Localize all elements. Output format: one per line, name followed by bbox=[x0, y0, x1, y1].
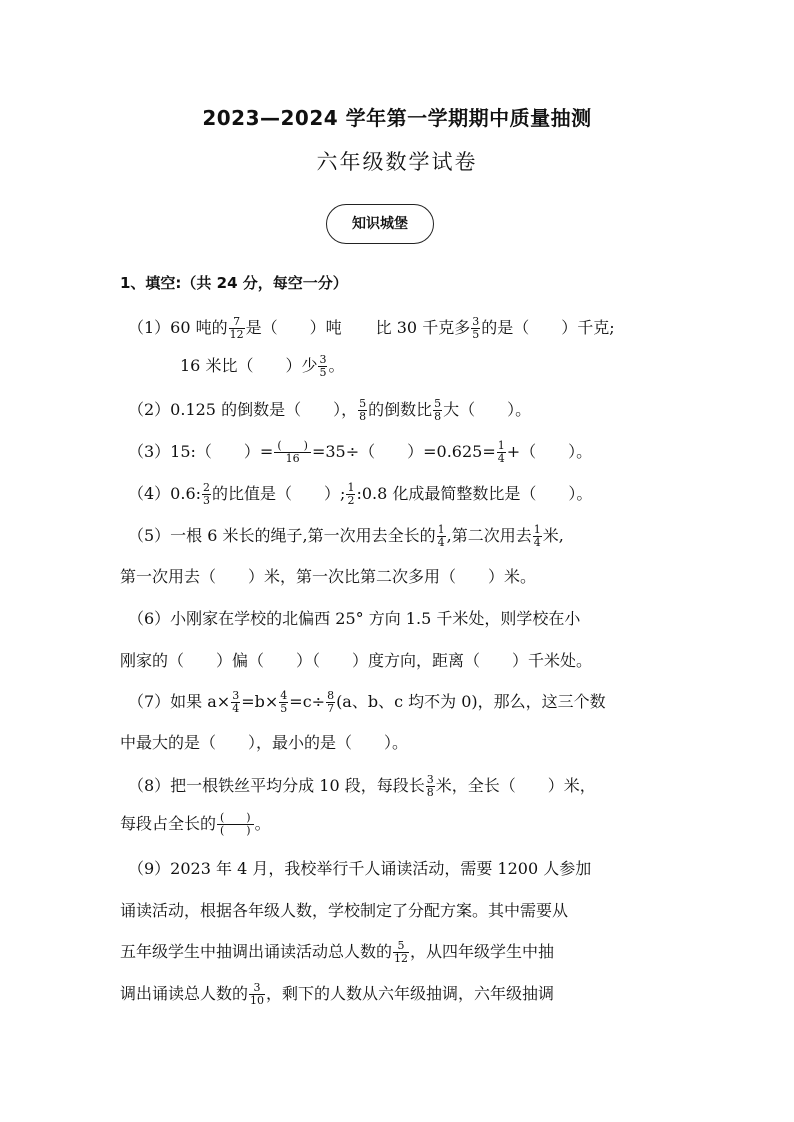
q2-f1-denominator: 8 bbox=[359, 410, 367, 423]
q7-f2-numerator: 4 bbox=[280, 689, 288, 702]
q2-fraction-1 bbox=[358, 398, 367, 423]
q1-text-a: （1）60 吨的 bbox=[128, 318, 228, 337]
q7-f1-numerator: 3 bbox=[232, 689, 240, 702]
q4-fraction-1 bbox=[202, 482, 211, 507]
question-5-line-1 bbox=[128, 524, 564, 549]
q7-fraction-1 bbox=[231, 690, 240, 715]
q7-f3-denominator: 7 bbox=[327, 702, 335, 715]
q3-text-c: +（ ）。 bbox=[506, 442, 593, 461]
q7-f3-numerator: 8 bbox=[327, 689, 335, 702]
question-7-line-2: 中最大的是（ ），最小的是（ ）。 bbox=[120, 733, 409, 752]
q1-text-e: 16 米比（ ）少 bbox=[180, 356, 318, 375]
question-9-line-3 bbox=[120, 940, 554, 965]
q9-text-b: ，从四年级学生中抽 bbox=[410, 942, 555, 961]
q4-f1-denominator: 3 bbox=[203, 494, 211, 507]
q1-f2-denominator: 5 bbox=[472, 328, 480, 341]
q4-fraction-2 bbox=[346, 482, 355, 507]
q9-fraction-2 bbox=[249, 982, 265, 1007]
q3-f1-denominator: 16 bbox=[285, 452, 300, 465]
q2-fraction-2 bbox=[433, 398, 442, 423]
question-2 bbox=[128, 398, 531, 423]
question-4 bbox=[128, 482, 592, 507]
q1-text-g: 。 bbox=[328, 356, 345, 375]
q1-f3-numerator: 3 bbox=[319, 353, 327, 366]
q5-f1-numerator: 1 bbox=[437, 523, 445, 536]
q9-text-d: ，剩下的人数从六年级抽调，六年级抽调 bbox=[266, 984, 555, 1003]
question-3 bbox=[128, 440, 592, 465]
q4-text-a: （4）0.6: bbox=[128, 484, 202, 503]
q2-text-c: 大（ ）。 bbox=[443, 400, 532, 419]
question-8-line-2 bbox=[120, 812, 271, 837]
q5-f1-denominator: 4 bbox=[437, 536, 445, 549]
q3-text-a: （3）15:（ ）= bbox=[128, 442, 274, 461]
q8-f2-numerator: ( ) bbox=[217, 812, 254, 825]
question-6-line-2: 刚家的（ ）偏（ ）（ ）度方向，距离（ ）千米处。 bbox=[120, 651, 593, 670]
question-6-line-1: （6）小刚家在学校的北偏西 25° 方向 1.5 千米处，则学校在小 bbox=[128, 609, 581, 628]
q3-f1-numerator: ( ) bbox=[274, 440, 311, 453]
q9-f2-denominator: 10 bbox=[250, 994, 265, 1007]
question-7-line-1 bbox=[128, 690, 606, 715]
question-9-line-4 bbox=[120, 982, 554, 1007]
q3-f2-numerator: 1 bbox=[497, 439, 505, 452]
q4-f2-denominator: 2 bbox=[347, 494, 355, 507]
q2-f1-numerator: 5 bbox=[359, 397, 367, 410]
q7-f2-denominator: 5 bbox=[280, 702, 288, 715]
q1-f1-numerator: 7 bbox=[229, 316, 245, 329]
q5-text-b: ,第二次用去 bbox=[446, 526, 532, 545]
q7-text-c: =c÷ bbox=[289, 692, 326, 711]
q4-text-c: :0.8 化成最简整数比是（ ）。 bbox=[356, 484, 593, 503]
q5-f2-denominator: 4 bbox=[533, 536, 541, 549]
q5-fraction-2 bbox=[533, 524, 542, 549]
q9-text-a: 五年级学生中抽调出诵读活动总人数的 bbox=[120, 942, 393, 961]
q2-text-b: 的倒数比 bbox=[368, 400, 433, 419]
q1-fraction-1 bbox=[229, 316, 245, 341]
q5-f2-numerator: 1 bbox=[533, 523, 541, 536]
section-badge: 知识城堡 bbox=[326, 204, 434, 244]
q4-text-b: 的比值是（ ）; bbox=[212, 484, 346, 503]
q5-fraction-1 bbox=[437, 524, 446, 549]
q8-text-c: 每段占全长的 bbox=[120, 814, 217, 833]
q7-f1-denominator: 4 bbox=[232, 702, 240, 715]
q2-f2-denominator: 8 bbox=[434, 410, 442, 423]
q9-text-c: 调出诵读总人数的 bbox=[120, 984, 249, 1003]
q8-f2-denominator: ( ) bbox=[220, 824, 251, 837]
q1-text-c: 比 30 千克多 bbox=[375, 318, 471, 337]
question-5-line-2: 第一次用去（ ）米，第一次比第二次多用（ ）米。 bbox=[120, 567, 537, 586]
q7-text-b: =b× bbox=[241, 692, 279, 711]
q8-text-d: 。 bbox=[254, 814, 271, 833]
q1-text-b: 是（ ）吨 bbox=[245, 318, 342, 337]
q1-fraction-2 bbox=[471, 316, 480, 341]
question-9-line-2: 诵读活动，根据各年级人数，学校制定了分配方案。其中需要从 bbox=[120, 901, 569, 920]
q8-text-b: 米，全长（ ）米， bbox=[435, 776, 596, 795]
q7-text-a: （7）如果 a× bbox=[128, 692, 231, 711]
q2-f2-numerator: 5 bbox=[434, 397, 442, 410]
q5-text-c: 米, bbox=[542, 526, 564, 545]
q7-fraction-2 bbox=[279, 690, 288, 715]
q9-f1-numerator: 5 bbox=[393, 940, 409, 953]
question-9-line-1: （9）2023 年 4 月，我校举行千人诵读活动，需要 1200 人参加 bbox=[128, 859, 592, 878]
q8-fraction-1 bbox=[426, 774, 435, 799]
q4-f2-numerator: 1 bbox=[347, 481, 355, 494]
q3-f2-denominator: 4 bbox=[497, 452, 505, 465]
section-heading: 1、填空:（共 24 分，每空一分） bbox=[120, 274, 348, 292]
q8-text-a: （8）把一根铁丝平均分成 10 段，每段长 bbox=[128, 776, 425, 795]
question-8-line-1 bbox=[128, 774, 596, 799]
question-1-line-2 bbox=[180, 354, 344, 379]
q9-f2-numerator: 3 bbox=[249, 982, 265, 995]
q8-f1-denominator: 8 bbox=[426, 786, 434, 799]
q7-text-d: (a、b、c 均不为 0)，那么，这三个数 bbox=[336, 692, 606, 711]
question-1-line-1 bbox=[128, 316, 615, 341]
q3-fraction-2 bbox=[497, 440, 506, 465]
q8-f1-numerator: 3 bbox=[426, 773, 434, 786]
exam-subtitle: 六年级数学试卷 bbox=[316, 150, 478, 174]
q4-f1-numerator: 2 bbox=[203, 481, 211, 494]
q3-fraction-1 bbox=[274, 440, 311, 465]
q1-text-d: 的是（ ）千克; bbox=[481, 318, 615, 337]
q9-f1-denominator: 12 bbox=[394, 952, 409, 965]
q5-text-a: （5）一根 6 米长的绳子,第一次用去全长的 bbox=[128, 526, 436, 545]
q7-fraction-3 bbox=[326, 690, 335, 715]
q1-f2-numerator: 3 bbox=[472, 315, 480, 328]
q1-f1-denominator: 12 bbox=[229, 328, 244, 341]
q3-text-b: =35÷（ ）=0.625= bbox=[311, 442, 496, 461]
exam-title: 2023—2024 学年第一学期期中质量抽测 bbox=[202, 106, 592, 130]
q2-text-a: （2）0.125 的倒数是（ ）， bbox=[128, 400, 358, 419]
q1-f3-denominator: 5 bbox=[319, 366, 327, 379]
q8-fraction-2 bbox=[217, 812, 254, 837]
q1-fraction-3 bbox=[318, 354, 327, 379]
q9-fraction-1 bbox=[393, 940, 409, 965]
